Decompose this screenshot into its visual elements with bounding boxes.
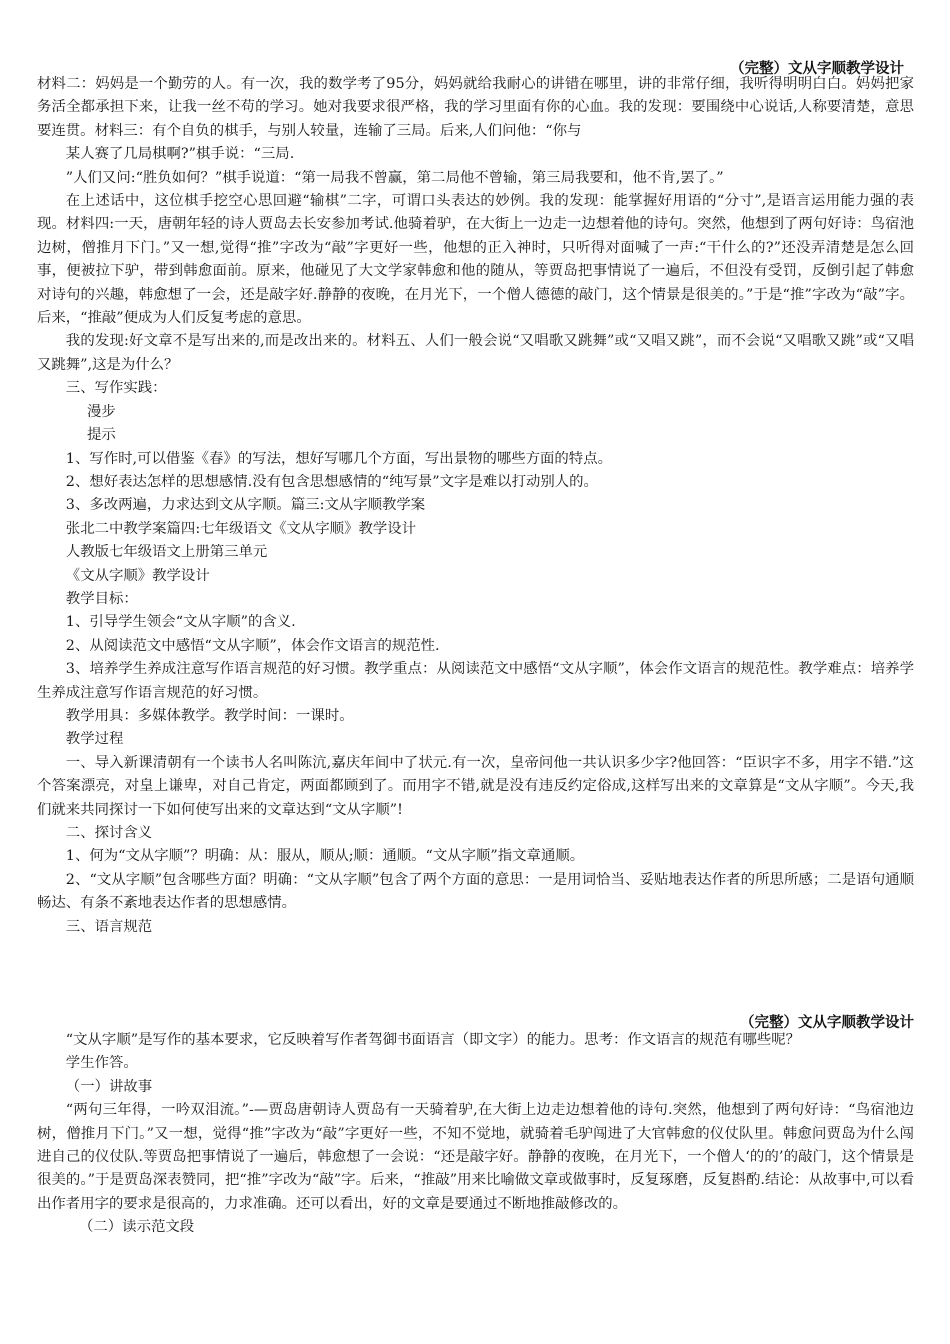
paragraph: 1、何为“文从字顺”？明确：从：服从，顺从;顺：通顺。“文从字顺”指文章通顺。: [65, 848, 585, 865]
paragraph: 学生作答。: [65, 1055, 138, 1072]
paragraph: 我的发现:好文章不是写出来的,而是改出来的。材料五、人们一般会说“又唱歌又跳舞”或“又唱又跳”，而不会说“又唱歌又跳”或“又唱又跳舞”,这是为什么？: [37, 333, 914, 373]
paragraph: 3、培养学生养成注意写作语言规范的好习惯。教学重点：从阅读范文中感悟“文从字顺”，体会作文语言的规范性。教学难点：培养学生养成注意写作语言规范的好习惯。: [37, 661, 914, 701]
paragraph: （二）读示范文段: [79, 1219, 195, 1236]
document-body-part-2: [37, 1029, 914, 1240]
paragraph: “文从字顺”是写作的基本要求，它反映着写作者驾御书面语言（即文字）的能力。思考：作文语言的规范有哪些呢？: [65, 1032, 801, 1048]
paragraph: 在上述话中，这位棋手挖空心思回避“输棋”二字，可谓口头表达的妙例。我的发现：能掌握好用语的“分寸”,是语言运用能力强的表现。材料四:一天，唐朝年轻的诗人贾岛去长安参加考试.他骑着驴，在大街上一边走一边想着他的诗句。突然，他想到了两句好诗：鸟宿池边树，僧推月下门。”又一想,觉得“推”字改为“敲”字更好一些，他想的正入神时，只听得对面喊了一声:“干什么的?”还没弄清楚是怎么回事，便被拉下驴，带到韩愈面前。原来，他碰见了大文学家韩愈和他的随从，等贾岛把事情说了一遍后，不但没有受罚，反倒引起了韩愈对诗句的兴趣，韩愈想了一会，还是敲字好.静静的夜晚，在月光下，一个僧人德德的敲门，这个情景是很美的。”于是“推”字改为“敲”字。后来，“推敲”便成为人们反复考虑的意思。: [37, 193, 914, 327]
paragraph: “两句三年得，一吟双泪流。”-—贾岛唐朝诗人贾岛有一天骑着驴,在大街上边走边想着他的诗句.突然，他想到了两句好诗：“鸟宿池边树，僧推月下门。”又一想，觉得“推”字改为“敲”字更好一些，不知不觉地，就骑着毛驴闯进了大官韩愈的仪仗队里。韩愈问贾岛为什么闯进自己的仪仗队.等贾岛把事情说了一遍后，韩愈想了一会说：“还是敲字好。静静的夜晚，在月光下，一个僧人‘的的’的敲门，这个情景是很美的。”于是贾岛深表赞同，把“推”字改为“敲”字。后来，“推敲”用来比喻做文章或做事时，反复琢磨，反复斟酌.结论：从故事中,可以看出作者用字的要求是很高的，力求准确。还可以看出，好的文章是要通过不断地推敲修改的。: [37, 1102, 914, 1212]
paragraph: 人教版七年级语文上册第三单元: [65, 544, 268, 561]
page-header-title: （完整）文从字顺教学设计: [730, 61, 904, 77]
document-body-part-1: [37, 73, 914, 939]
paragraph: 2、从阅读范文中感悟“文从字顺”，体会作文语言的规范性.: [65, 637, 440, 654]
paragraph: 三、语言规范: [65, 918, 153, 935]
paragraph: 1、写作时,可以借鉴《春》的写法，想好写哪几个方面，写出景物的哪些方面的特点。: [65, 450, 612, 467]
paragraph: 教学用具：多媒体教学。教学时间：一课时。: [65, 707, 354, 724]
paragraph: 三、写作实践：: [65, 380, 167, 397]
paragraph: 3、多改两遍，力求达到文从字顺。篇三:文从字顺教学案: [65, 497, 426, 514]
paragraph: 《文从字顺》教学设计: [65, 567, 210, 584]
paragraph: 提示: [87, 427, 116, 444]
paragraph: 一、导入新课清朝有一个读书人名叫陈沆,嘉庆年间中了状元.有一次，皇帝问他一共认识多少字?他回答：“臣识字不多，用字不错.”这个答案漂亮，对皇上谦卑，对自己肯定，两面都顾到了。而用字不错,就是没有违反约定俗成,这样写出来的文章算是“文从字顺”。今天,我们就来共同探讨一下如何使写出来的文章达到“文从字顺”!: [37, 754, 914, 818]
paragraph: 某人赛了几局棋啊?”棋手说：“三局.: [65, 146, 295, 163]
paragraph: 二、探讨含义: [65, 825, 153, 841]
paragraph: 教学过程: [65, 731, 124, 748]
paragraph: 教学目标：: [65, 590, 138, 607]
paragraph: 张北二中教学案篇四:七年级语文《文从字顺》教学设计: [65, 520, 417, 537]
paragraph: （一）讲故事: [65, 1078, 153, 1095]
paragraph: 1、引导学生领会“文从字顺”的含义.: [65, 614, 296, 631]
paragraph: 材料二：妈妈是一个勤劳的人。有一次，我的数学考了95分，妈妈就给我耐心的讲错在哪里，讲的非常仔细，我听得明明白白。妈妈把家务活全都承担下来，让我一丝不苟的学习。她对我要求很严格，我的学习里面有你的心血。我的发现：要围绕中心说话,人称要清楚，意思要连贯。材料三：有个自负的棋手，与别人较量，连输了三局。后来,人们问他：“你与: [37, 76, 914, 139]
paragraph: 漫步: [87, 403, 116, 420]
paragraph: ”人们又问:“胜负如何？”棋手说道：“第一局我不曾赢，第二局他不曾输，第三局我要和，他不肯,罢了。”: [65, 169, 724, 186]
page-header-title-repeat: （完整）文从字顺教学设计: [740, 1015, 914, 1031]
paragraph: 2、“文从字顺”包含哪些方面？明确：“文从字顺”包含了两个方面的意思：一是用词恰当、妥贴地表达作者的所思所感；二是语句通顺畅达、有条不紊地表达作者的思想感情。: [37, 871, 914, 912]
paragraph: 2、想好表达怎样的思想感情.没有包含思想感情的“纯写景”文字是难以打动别人的。: [65, 473, 598, 490]
